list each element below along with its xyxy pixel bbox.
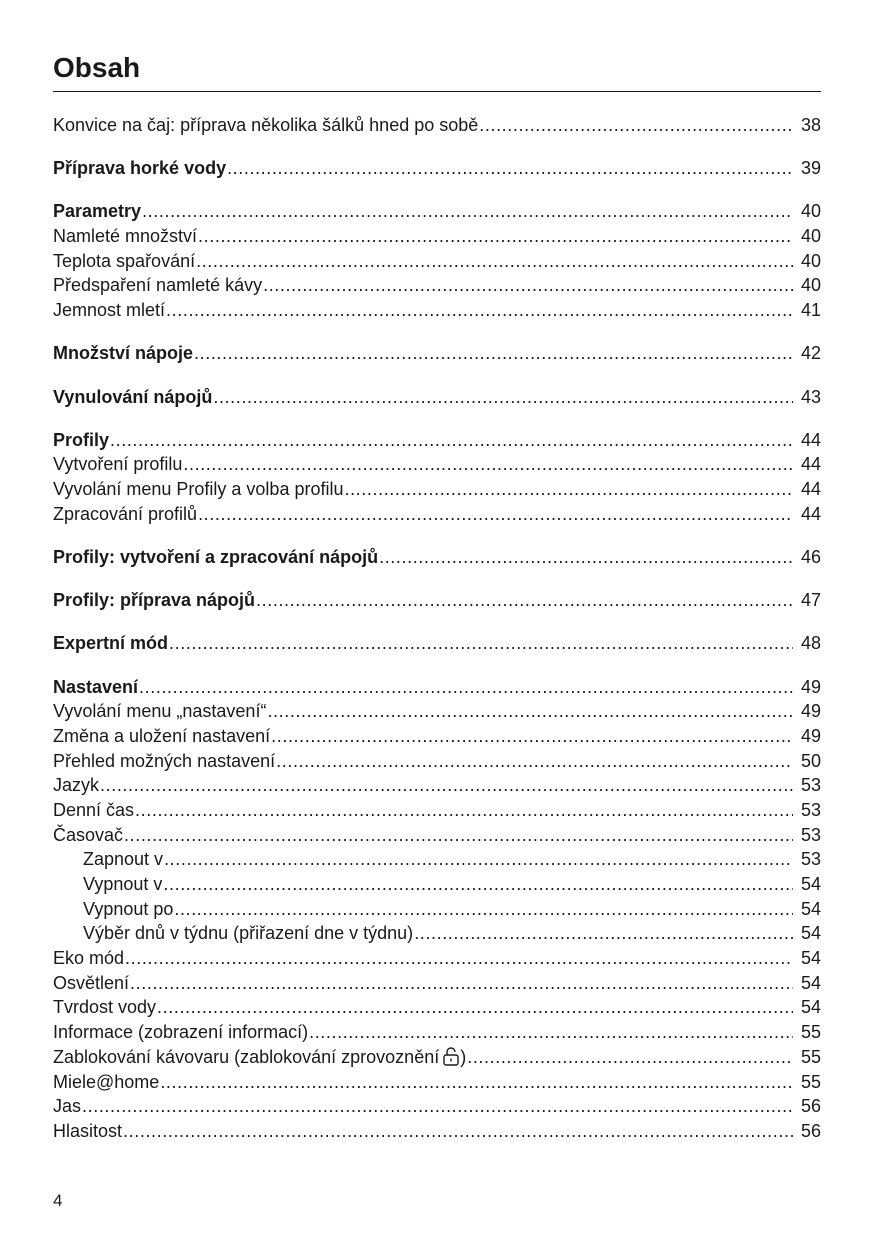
toc-page-number: 48 (800, 633, 821, 654)
toc-entry[interactable] (53, 156, 821, 181)
dot-leader (344, 477, 793, 502)
toc-entry-title (53, 588, 255, 613)
toc-entry-title (53, 298, 165, 323)
toc-entry[interactable] (53, 773, 821, 798)
dot-leader (160, 1070, 793, 1095)
dot-leader (142, 199, 793, 224)
toc-group (53, 199, 821, 322)
toc-page-number: 56 (800, 1096, 821, 1117)
toc-entry[interactable] (53, 113, 821, 138)
toc-entry-title-text: Vypnout po (83, 898, 174, 919)
toc-entry-title (53, 156, 226, 181)
toc-page-number: 40 (800, 250, 821, 271)
toc-page-number: 54 (800, 923, 821, 944)
toc-entry-title (53, 1094, 81, 1119)
dot-leader (467, 1045, 793, 1070)
toc-page-number: 49 (800, 676, 821, 697)
toc-page-number: 49 (800, 701, 821, 722)
toc-group (53, 588, 821, 613)
toc-entry-title (53, 995, 156, 1020)
toc-entry-title (83, 897, 173, 922)
table-of-contents (53, 113, 821, 1144)
toc-entry[interactable] (53, 1070, 821, 1095)
dot-leader (194, 341, 793, 366)
toc-page-number: 49 (800, 725, 821, 746)
dot-leader (263, 273, 793, 298)
toc-entry-title-text: Nastavení (53, 676, 139, 697)
toc-entry-title-text: Osvětlení (53, 972, 130, 993)
toc-entry[interactable] (53, 477, 821, 502)
toc-entry-title-text: Hlasitost (53, 1120, 123, 1141)
toc-entry[interactable] (53, 631, 821, 656)
toc-entry-title-text: Zpracování profilů (53, 503, 198, 524)
lock-icon (442, 1046, 460, 1066)
toc-entry-title-text: Vyvolání menu Profily a volba profilu (53, 479, 344, 500)
toc-entry-title (53, 502, 197, 527)
dot-leader (135, 798, 793, 823)
toc-page-number: 53 (800, 775, 821, 796)
toc-page-number: 44 (800, 503, 821, 524)
toc-entry-title-text: Příprava horké vody (53, 158, 227, 179)
toc-entry-title (53, 749, 275, 774)
dot-leader (379, 545, 793, 570)
toc-entry[interactable] (53, 224, 821, 249)
toc-entry-title-text: Množství nápoje (53, 343, 194, 364)
toc-entry[interactable] (53, 273, 821, 298)
toc-entry-title (53, 823, 123, 848)
toc-page-number: 43 (800, 386, 821, 407)
toc-entry-title (53, 1045, 466, 1070)
toc-entry-title-text: Výběr dnů v týdnu (přiřazení dne v týdnu) (83, 923, 414, 944)
toc-entry-title (53, 675, 138, 700)
dot-leader (125, 946, 793, 971)
toc-entry-title (53, 798, 134, 823)
toc-page-number: 56 (800, 1120, 821, 1141)
toc-entry-title (83, 847, 163, 872)
toc-entry[interactable] (53, 699, 821, 724)
toc-entry-title (53, 199, 141, 224)
toc-entry[interactable] (53, 341, 821, 366)
toc-entry-title (53, 1020, 308, 1045)
toc-group (53, 341, 821, 366)
dot-leader (166, 298, 793, 323)
toc-entry-title (53, 1070, 159, 1095)
toc-entry-title-suffix: ) (460, 1046, 467, 1067)
toc-page-number: 40 (800, 201, 821, 222)
toc-entry[interactable] (53, 588, 821, 613)
toc-entry-title-text: Profily: vytvoření a zpracování nápojů (53, 546, 379, 567)
toc-entry-title (53, 341, 193, 366)
toc-page-number: 55 (800, 1046, 821, 1067)
toc-entry[interactable] (53, 995, 821, 1020)
toc-entry-title-text: Parametry (53, 201, 142, 222)
toc-entry[interactable] (53, 428, 821, 453)
dot-leader (130, 971, 793, 996)
toc-entry[interactable] (53, 1094, 821, 1119)
toc-page-number: 54 (800, 898, 821, 919)
toc-entry-title (53, 428, 109, 453)
toc-page-number: 50 (800, 750, 821, 771)
toc-page-number: 40 (800, 275, 821, 296)
toc-entry-title (53, 224, 197, 249)
toc-entry-title (53, 631, 168, 656)
dot-leader (479, 113, 793, 138)
dot-leader (267, 699, 793, 724)
toc-group (53, 113, 821, 138)
toc-page-number: 54 (800, 997, 821, 1018)
toc-page-number: 40 (800, 226, 821, 247)
toc-entry-title-text: Vytvoření profilu (53, 454, 183, 475)
toc-entry-title-text: Vynulování nápojů (53, 386, 213, 407)
toc-page-number: 54 (800, 874, 821, 894)
toc-entry-title (83, 872, 162, 897)
toc-entry-title-text: Eko mód (53, 948, 125, 969)
dot-leader (276, 749, 793, 774)
dot-leader (110, 428, 793, 453)
toc-group (53, 675, 821, 1144)
toc-entry-title (53, 724, 270, 749)
toc-entry[interactable] (53, 199, 821, 224)
toc-group (53, 545, 821, 570)
toc-entry[interactable] (53, 798, 821, 823)
toc-entry-title-text: Zablokování kávovaru (zablokování zprovoznění (53, 1046, 440, 1067)
toc-page-number: 44 (800, 454, 821, 475)
toc-entry-title (53, 385, 212, 410)
toc-page-number: 38 (800, 115, 821, 135)
toc-entry[interactable] (53, 823, 821, 848)
toc-entry-title (53, 545, 378, 570)
toc-entry[interactable] (53, 749, 821, 774)
toc-group (53, 631, 821, 656)
toc-page-number: 47 (800, 590, 821, 611)
toc-entry[interactable] (53, 724, 821, 749)
toc-page-number: 55 (800, 1022, 821, 1043)
toc-entry-title-text: Jas (53, 1096, 82, 1117)
toc-entry-title (53, 1119, 122, 1144)
dot-leader (82, 1094, 793, 1119)
toc-entry-title-text: Konvice na čaj: příprava několika šálků hned po sobě (53, 115, 479, 135)
toc-group (53, 385, 821, 410)
toc-entry-title-text: Tvrdost vody (53, 997, 157, 1018)
toc-entry-title-text: Miele@home (53, 1071, 160, 1092)
dot-leader (256, 588, 793, 613)
toc-page-number: 41 (800, 300, 821, 321)
dot-leader (157, 995, 793, 1020)
toc-entry-title (53, 699, 266, 724)
toc-entry-title-text: Změna a uložení nastavení (53, 725, 271, 746)
toc-entry[interactable] (53, 452, 821, 477)
dot-leader (100, 773, 793, 798)
toc-entry-title-text: Jazyk (53, 775, 100, 796)
dot-leader (271, 724, 793, 749)
dot-leader (163, 872, 793, 897)
toc-page-number: 55 (800, 1071, 821, 1092)
toc-entry[interactable] (53, 502, 821, 527)
toc-entry[interactable] (53, 897, 821, 922)
toc-entry[interactable] (53, 971, 821, 996)
toc-entry-title (53, 452, 182, 477)
toc-entry-title-text: Časovač (53, 824, 124, 845)
toc-entry-title-text: Předspaření namleté kávy (53, 275, 263, 296)
toc-entry-title (83, 921, 413, 946)
toc-page-number: 54 (800, 972, 821, 993)
dot-leader (196, 249, 793, 274)
toc-entry-title-text: Vyvolání menu „nastavení“ (53, 701, 267, 722)
toc-entry[interactable] (53, 249, 821, 274)
toc-entry-title (53, 273, 262, 298)
toc-entry-title-text: Denní čas (53, 799, 135, 820)
toc-entry[interactable] (53, 675, 821, 700)
toc-entry[interactable] (53, 545, 821, 570)
toc-entry[interactable] (53, 946, 821, 971)
toc-entry[interactable] (53, 921, 821, 946)
title-divider (53, 91, 821, 92)
toc-entry[interactable] (53, 1020, 821, 1045)
toc-entry[interactable] (53, 1119, 821, 1144)
toc-page-number: 39 (800, 158, 821, 179)
toc-entry-title (53, 477, 343, 502)
toc-entry-title (53, 971, 129, 996)
dot-leader (124, 823, 793, 848)
toc-entry-title (53, 946, 124, 971)
dot-leader (123, 1119, 793, 1144)
dot-leader (213, 385, 793, 410)
dot-leader (227, 156, 793, 181)
dot-leader (169, 631, 793, 656)
dot-leader (139, 675, 793, 700)
toc-group (53, 428, 821, 527)
toc-page-number: 53 (800, 824, 821, 845)
toc-entry[interactable] (53, 872, 821, 897)
dot-leader (309, 1020, 793, 1045)
page-number: 4 (53, 1191, 63, 1210)
toc-entry-title-text: Namleté množství (53, 226, 198, 247)
toc-entry-title-text: Informace (zobrazení informací) (53, 1022, 309, 1043)
page-title: Obsah (53, 52, 141, 83)
toc-entry[interactable] (53, 298, 821, 323)
toc-entry-title (53, 249, 195, 274)
toc-page-number: 53 (800, 799, 821, 820)
toc-entry-title (53, 773, 99, 798)
toc-page-number: 42 (800, 343, 821, 364)
toc-entry[interactable] (53, 1045, 821, 1070)
toc-page-number: 44 (800, 429, 821, 450)
toc-entry-title-text: Profily (53, 429, 110, 450)
dot-leader (183, 452, 793, 477)
toc-entry-title-text: Zapnout v (83, 849, 164, 870)
toc-entry-title-text: Teplota spařování (53, 250, 196, 271)
dot-leader (198, 502, 793, 527)
toc-entry-title-text: Profily: příprava nápojů (53, 590, 256, 611)
dot-leader (164, 847, 793, 872)
toc-page-number: 53 (800, 849, 821, 870)
dot-leader (174, 897, 793, 922)
dot-leader (198, 224, 793, 249)
toc-group (53, 156, 821, 181)
toc-entry-title-text: Jemnost mletí (53, 300, 166, 321)
toc-entry-title-text: Přehled možných nastavení (53, 750, 276, 771)
toc-entry-title-text: Vypnout v (83, 874, 163, 894)
toc-page-number: 54 (800, 948, 821, 969)
toc-entry-title-text: Expertní mód (53, 633, 169, 654)
toc-page-number: 46 (800, 546, 821, 567)
toc-entry-title (53, 113, 478, 138)
toc-page-number: 44 (800, 479, 821, 500)
dot-leader (414, 921, 793, 946)
toc-entry[interactable] (53, 847, 821, 872)
toc-entry[interactable] (53, 385, 821, 410)
